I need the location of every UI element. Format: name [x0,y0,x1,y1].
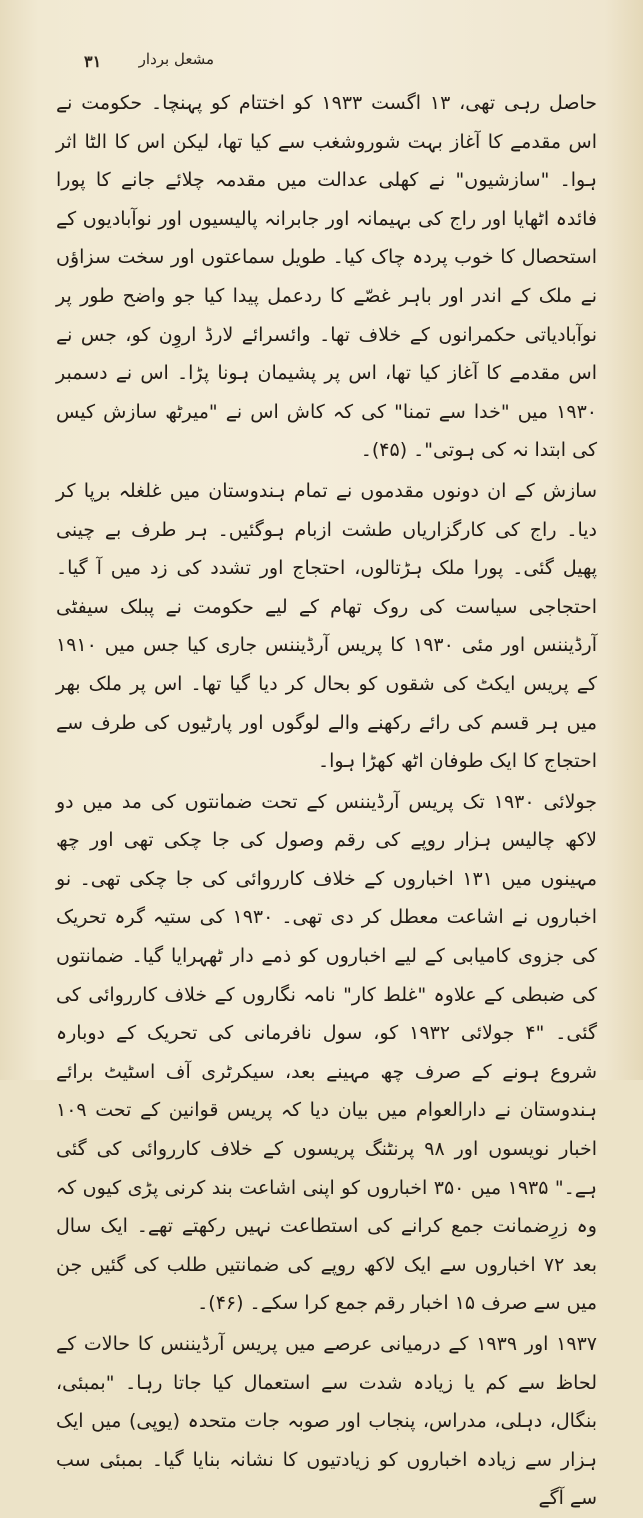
page-header [84,48,214,78]
page-number: ۳۱ [84,52,102,71]
paragraph-3: جولائی ۱۹۳۰ تک پریس آرڈیننس کے تحت ضمانتوں کی مد میں دو لاکھ چالیس ہزار روپے کی رقم وصول کی جا چکی تھی اور چھ مہینوں میں ۱۳۱ اخباروں کے خلاف کارروائی کی جا چکی تھی۔ نو اخباروں نے اشاعت معطل کر دی تھی۔ ۱۹۳۰ کی ستیہ گرہ تحریک کی جزوی کامیابی کے لیے اخباروں کو ذمے دار ٹھہرایا گیا۔ ضمانتوں کی ضبطی کے علاوہ "غلط کار" نامہ نگاروں کے خلاف کارروائی کی گئی۔ "۴ جولائی ۱۹۳۲ کو، سول نافرمانی کی تحریک کے دوبارہ شروع ہونے کے صرف چھ مہینے بعد، سیکرٹری آف اسٹیٹ برائے ہندوستان نے دارالعوام میں بیان دیا کہ پریس قوانین کے تحت ۱۰۹ اخبار نویسوں اور ۹۸ پرنٹنگ پریسوں کے خلاف کارروائی کی گئی ہے۔" ۱۹۳۵ میں ۳۵۰ اخباروں کو اپنی اشاعت بند کرنی پڑی کیوں کہ وہ زرِضمانت جمع کرانے کی استطاعت نہیں رکھتے تھے۔ ایک سال بعد ۷۲ اخباروں سے ایک لاکھ روپے کی ضمانتیں طلب کی گئیں جن میں سے صرف ۱۵ اخبار رقم جمع کرا سکے۔ (۴۶)۔ [56,790,598,1315]
paragraph-2: سازش کے ان دونوں مقدموں نے تمام ہندوستان میں غلغلہ برپا کر دیا۔ راج کی کارگزاریاں طشت ازبام ہوگئیں۔ ہر طرف بے چینی پھیل گئی۔ پورا ملک ہڑتالوں، احتجاج اور تشدد کی زد میں آ گیا۔ احتجاجی سیاست کی روک تھام کے لیے حکومت نے پبلک سیفٹی آرڈیننس اور مئی ۱۹۳۰ کا پریس آرڈیننس جاری کیا جس میں ۱۹۱۰ کے پریس ایکٹ کی شقوں کو بحال کر دیا گیا تھا۔ اس پر ملک بھر میں ہر قسم کی رائے رکھنے والے لوگوں اور پارٹیوں کی طرف سے احتجاج کا ایک طوفان اٹھ کھڑا ہوا۔ [56,479,597,773]
running-title: مشعل بردار [138,50,214,68]
paragraph-1: حاصل رہی تھی، ۱۳ اگست ۱۹۳۳ کو اختتام کو پہنچا۔ حکومت نے اس مقدمے کا آغاز بہت شوروشغب سے کیا تھا، لیکن اس کا الٹا اثر ہوا۔ "سازشیوں" نے کھلی عدالت میں مقدمہ چلائے جانے کا پورا فائدہ اٹھایا اور راج کی بہیمانہ اور جابرانہ پالیسیوں اور نوآبادیوں کے استحصال کا خوب پردہ چاک کیا۔ طویل سماعتوں اور سخت سزاؤں نے ملک کے اندر اور باہر غصّے کا ردعمل پیدا کیا جو واضح طور پر نوآبادیاتی حکمرانوں کے خلاف تھا۔ وائسرائے لارڈ اروِن کو، جس نے اس مقدمے کا آغاز کیا تھا، اس پر پشیمان ہونا پڑا۔ اس نے دسمبر ۱۹۳۰ میں "خدا سے تمنا" کی کہ کاش اس نے "میرٹھ سازش کیس کی ابتدا نہ کی ہوتی"۔ (۴۵)۔ [56,92,597,462]
page-body [56,84,598,1510]
paragraph-4: ۱۹۳۷ اور ۱۹۳۹ کے درمیانی عرصے میں پریس آرڈیننس کا حالات کے لحاظ سے کم یا زیادہ شدت سے استعمال کیا جاتا رہا۔ "بمبئی، بنگال، دہلی، مدراس، پنجاب اور صوبہ جات متحدہ (یوپی) میں ایک ہزار سے زیادہ اخباروں کو زیادتیوں کا نشانہ بنایا گیا۔ بمبئی سب سے آگے [56,1333,597,1510]
